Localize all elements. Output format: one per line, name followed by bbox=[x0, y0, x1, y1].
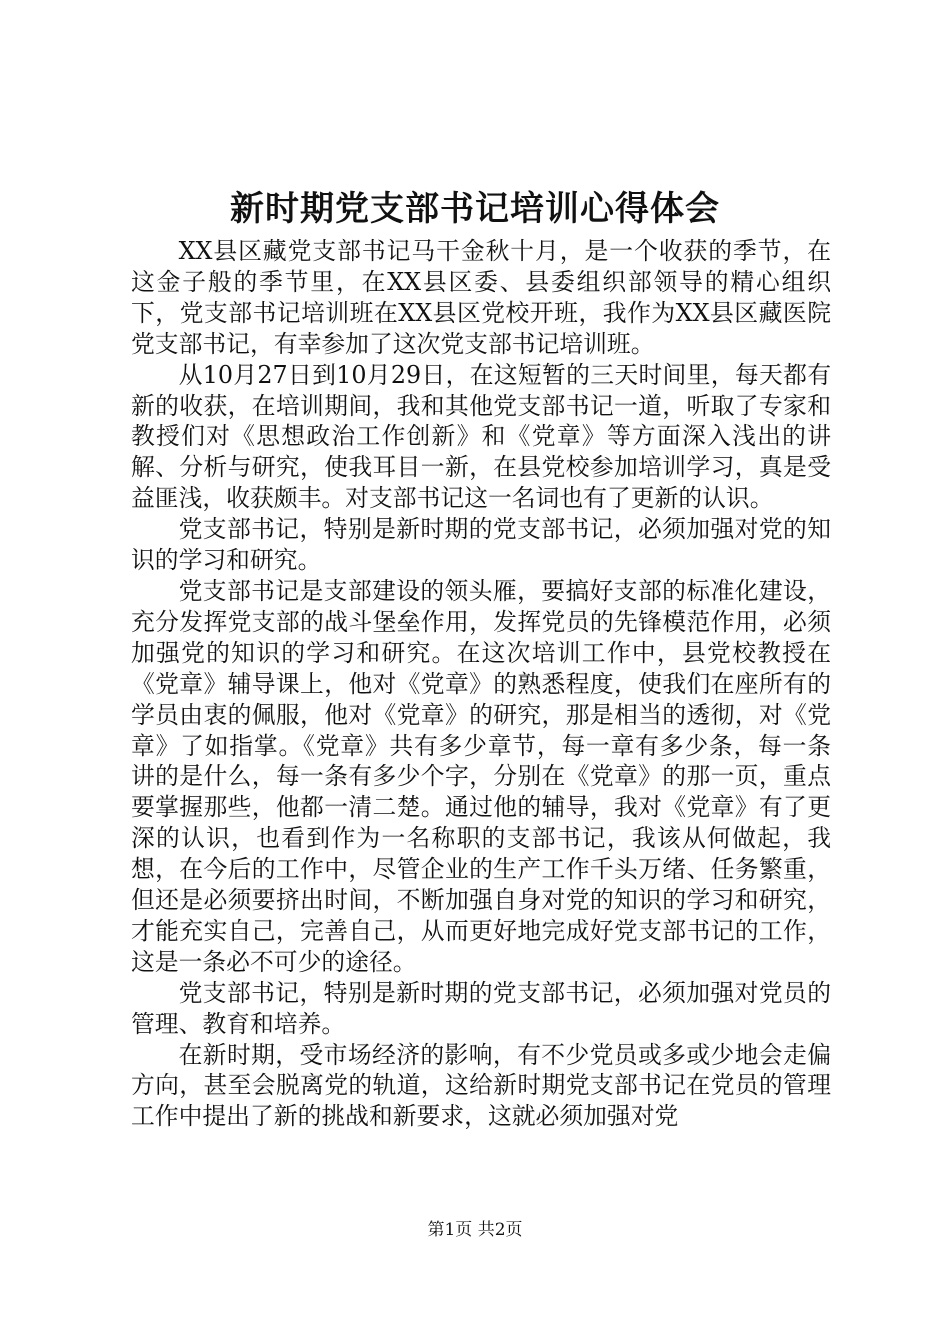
paragraph: 党支部书记，特别是新时期的党支部书记，必须加强对党的知识的学习和研究。 bbox=[131, 515, 831, 575]
paragraph: 党支部书记是支部建设的领头雁，要搞好支部的标准化建设，充分发挥党支部的战斗堡垒作用，发挥党员的先锋模范作用，必须加强党的知识的学习和研究。在这次培训工作中，县党校教授在《党章》辅导课上，他对《党章》的熟悉程度，使我们在座所有的学员由衷的佩服，他对《党章》的研究，那是相当的透彻，对《党章》了如指掌。《党章》共有多少章节，每一章有多少条，每一条讲的是什么，每一条有多少个字，分别在《党章》的那一页，重点要掌握那些，他都一清二楚。通过他的辅导，我对《党章》有了更深的认识，也看到作为一名称职的支部书记，我该从何做起，我想，在今后的工作中，尽管企业的生产工作千头万绪、任务繁重，但还是必须要挤出时间，不断加强自身对党的知识的学习和研究，才能充实自己，完善自己，从而更好地完成好党支部书记的工作，这是一条必不可少的途径。 bbox=[131, 576, 831, 976]
paragraph: 在新时期，受市场经济的影响，有不少党员或多或少地会走偏方向，甚至会脱离党的轨道，这给新时期党支部书记在党员的管理工作中提出了新的挑战和新要求，这就必须加强对党 bbox=[131, 1040, 831, 1131]
document-title: 新时期党支部书记培训心得体会 bbox=[230, 189, 720, 229]
paragraph: XX县区藏党支部书记马干金秋十月，是一个收获的季节，在这金子般的季节里，在XX县区委、县委组织部领导的精心组织下，党支部书记培训班在XX县区党校开班，我作为XX县区藏医院党支部书记，有幸参加了这次党支部书记培训班。 bbox=[131, 237, 831, 358]
page-footer: 第1页 共2页 bbox=[427, 1220, 523, 1240]
document-body bbox=[131, 236, 831, 1132]
paragraph: 党支部书记，特别是新时期的党支部书记，必须加强对党员的管理、教育和培养。 bbox=[131, 978, 831, 1038]
paragraph: 从10月27日到10月29日，在这短暂的三天时间里，每天都有新的收获，在培训期间，我和其他党支部书记一道，听取了专家和教授们对《思想政治工作创新》和《党章》等方面深入浅出的讲解、分析与研究，使我耳目一新，在县党校参加培训学习，真是受益匪浅，收获颇丰。对支部书记这一名词也有了更新的认识。 bbox=[131, 360, 831, 513]
